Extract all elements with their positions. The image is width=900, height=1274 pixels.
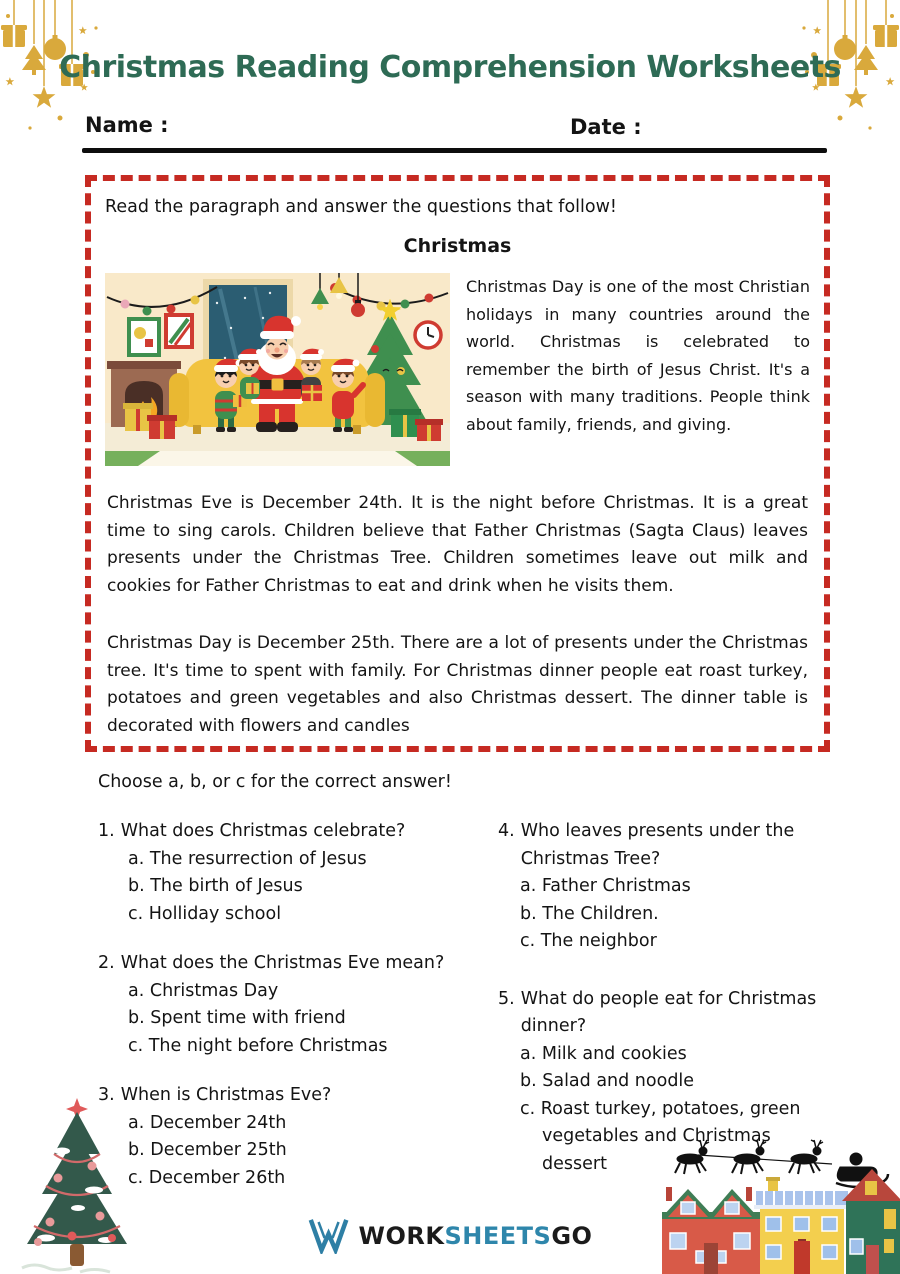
question-3-option-a: a. December 24th (128, 1112, 287, 1133)
question-1 (98, 818, 498, 928)
question-number: 2. (98, 953, 115, 973)
snowy-christmas-tree-illustration (2, 1096, 152, 1274)
question-text: When is Christmas Eve? (120, 1085, 332, 1105)
logo-part-sheets: SHEETS (444, 1222, 552, 1250)
date-label: Date : (570, 115, 642, 139)
header-divider (82, 148, 827, 153)
passage-instruction: Read the paragraph and answer the questions that follow! (105, 197, 617, 217)
santa-sleigh-reindeer-silhouette (675, 1140, 888, 1187)
question-text: Who leaves presents under the Christmas Tree? (520, 821, 795, 869)
santa-with-children-illustration (105, 273, 450, 466)
question-4 (498, 818, 820, 956)
question-3 (98, 1082, 498, 1192)
question-2 (98, 950, 498, 1060)
question-1-option-c: c. Holliday school (128, 903, 282, 924)
question-4-option-b: b. The Children. (520, 903, 659, 924)
passage-heading: Christmas (403, 235, 512, 257)
passage-paragraph-2: Christmas Eve is December 24th. It is the night before Christmas. It is a great time to sing carols. Children believe that Father Christmas (Sagta Claus) leaves presents under the Christmas Tree. Children sometimes leave out milk and cookies for Father Christmas to eat and drink when he visits them. (107, 493, 808, 596)
page-title: Christmas Reading Comprehension Worksheets (59, 50, 841, 85)
question-text: What do people eat for Christmas dinner? (520, 988, 817, 1036)
question-number: 1. (98, 821, 115, 841)
question-number: 5. (498, 988, 515, 1009)
question-3-option-c: c. December 26th (128, 1167, 286, 1188)
question-number: 4. (498, 821, 515, 841)
reading-passage-box (85, 175, 830, 752)
logo-text (359, 1222, 593, 1250)
passage-paragraph-1: Christmas Day is one of the most Christian holidays in many countries around the world. Christmas is celebrated to remember the birth of Jesus Christ. It's a season with many traditions. People think about family, friends, and giving. (466, 277, 810, 434)
question-2-option-a: a. Christmas Day (128, 980, 279, 1001)
question-text: What does Christmas celebrate? (120, 821, 406, 841)
quiz-instruction: Choose a, b, or c for the correct answer! (98, 772, 452, 792)
question-text: What does the Christmas Eve mean? (120, 953, 445, 973)
question-1-option-a: a. The resurrection of Jesus (128, 848, 367, 869)
question-4-option-a: a. Father Christmas (520, 876, 691, 896)
name-label: Name : (85, 113, 169, 137)
worksheetsgo-logo (308, 1218, 593, 1254)
worksheetsgo-w-mark (308, 1218, 350, 1254)
logo-part-go: GO (551, 1222, 593, 1250)
question-2-option-c: c. The night before Christmas (128, 1035, 388, 1056)
quiz-column-left (98, 818, 498, 1214)
question-5-option-b: b. Salad and noodle (520, 1071, 695, 1091)
christmas-houses-illustration (660, 1139, 900, 1274)
logo-part-work: WORK (358, 1222, 445, 1250)
question-5-option-a: a. Milk and cookies (520, 1043, 687, 1064)
question-5-option-c: c. Roast turkey, potatoes, green vegetables and Christmas dessert (520, 1098, 801, 1174)
question-2-option-b: b. Spent time with friend (128, 1008, 346, 1028)
question-1-option-b: b. The birth of Jesus (128, 876, 303, 896)
question-3-option-b: b. December 25th (128, 1140, 287, 1160)
question-4-option-c: c. The neighbor (520, 931, 657, 951)
passage-paragraph-3: Christmas Day is December 25th. There are a lot of presents under the Christmas tree. It's time to spent with family. For Christmas dinner people eat roast turkey, potatoes and green vegetables and also Christmas dessert. The dinner table is decorated with flowers and candles (107, 633, 808, 736)
name-date-row (85, 113, 830, 137)
question-number: 3. (98, 1085, 115, 1105)
